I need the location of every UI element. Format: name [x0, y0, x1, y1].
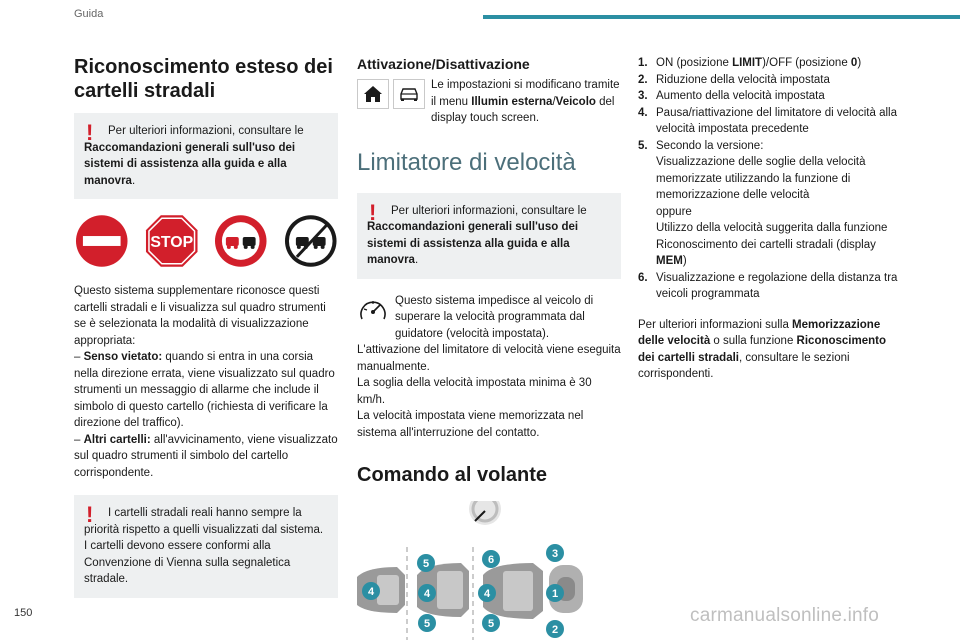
svg-text:2: 2: [551, 624, 559, 636]
list-item: [638, 138, 902, 270]
warning-box-limiter: [357, 193, 621, 279]
svg-text:5: 5: [423, 618, 431, 630]
list-item-text: Aumento della velocità impostata: [656, 90, 825, 102]
warning-text-limiter: Per ulteriori informazioni, consultare le Raccomandazioni generali sull'uso dei sistemi di assistenza alla guida e alla manovra.: [367, 204, 587, 266]
list-item: [638, 105, 902, 138]
steering-control-illustration: [357, 501, 621, 640]
column-left: [74, 55, 338, 612]
svg-text:4: 4: [367, 586, 375, 598]
callout-5: [418, 614, 436, 632]
column-middle: [357, 55, 621, 640]
list-item-other-signs: – Altri cartelli: all'avvicinamento, viene visualizzato sul quadro strumenti il simbolo del cartello corrispondente.: [74, 433, 338, 479]
home-icon: [357, 79, 389, 109]
svg-text:3: 3: [551, 548, 559, 560]
column-right: [638, 55, 902, 383]
callout-5: [417, 554, 435, 572]
callout-4: [418, 584, 436, 602]
svg-text:5: 5: [422, 558, 430, 570]
svg-text:6: 6: [487, 554, 495, 566]
callout-1: [546, 584, 564, 602]
watermark: carmanualsonline.info: [690, 605, 880, 626]
no-entry-sign-icon: [74, 213, 130, 269]
list-item: [638, 72, 902, 89]
activation-block: [357, 77, 621, 127]
svg-text:4: 4: [423, 588, 431, 600]
end-no-overtaking-sign-icon: [283, 213, 339, 269]
list-item-text: ON (posizione LIMIT)/OFF (posizione 0): [656, 57, 862, 69]
warning-text-priority: I cartelli stradali reali hanno sempre la priorità rispetto a quelli visualizzati dal sistema.: [84, 507, 324, 536]
list-item-text: Secondo la versione: Visualizzazione delle soglie della velocità memorizzate utilizzando la funzione di memorizzazione delle velocità oppure Utilizzo della velocità suggerita dalla funzione Riconoscimento dei cartelli stradali (display MEM): [656, 139, 888, 267]
callout-3: [546, 544, 564, 562]
stop-sign-text: STOP: [149, 233, 193, 251]
page-number: 150: [14, 607, 33, 619]
list-item: [638, 88, 902, 105]
header-accent-bar: [483, 15, 960, 19]
callout-4: [478, 584, 496, 602]
warning-exclamation-icon: !: [86, 120, 94, 145]
more-info-paragraph: Per ulteriori informazioni sulla Memorizzazione delle velocità o sulla funzione Riconoscimento dei cartelli stradali, consultare le sezioni corrispondenti.: [638, 318, 887, 380]
limiter-paragraph-4: La velocità impostata viene memorizzata nel sistema all'interruzione del contatto.: [357, 410, 584, 439]
limiter-description: [357, 293, 621, 442]
limiter-paragraph-2: L'attivazione del limitatore di velocità viene eseguita manualmente.: [357, 344, 621, 373]
warning-exclamation-icon: !: [86, 502, 94, 527]
list-item-text: Riduzione della velocità impostata: [656, 73, 830, 86]
menu-icons: [357, 79, 425, 109]
list-item: [638, 270, 902, 303]
warning-text: Per ulteriori informazioni, consultare le Raccomandazioni generali sull'uso dei sistemi di assistenza alla guida e alla manovra.: [84, 125, 304, 187]
list-item-number: 6.: [638, 271, 648, 284]
activation-subtitle: Attivazione/Disattivazione: [357, 56, 530, 72]
list-item-wrong-way: – Senso vietato: quando si entra in una corsia nella direzione errata, viene visualizzato sul quadro strumenti un messaggio di allarme che include il simbolo di questo cartello (richiesta di verificare la direzione del traffico).: [74, 351, 335, 429]
limiter-paragraph-3: La soglia della velocità impostata minima è 30 km/h.: [357, 377, 592, 406]
callout-4: [362, 582, 380, 600]
steering-wheel-icon: [469, 501, 501, 525]
road-signs-row: [74, 213, 338, 269]
list-item-number: 2.: [638, 73, 648, 86]
section-title-sign-recognition: Riconoscimento esteso dei cartelli stradali: [74, 56, 333, 102]
list-item-text: Visualizzazione e regolazione della distanza tra veicoli programmata: [656, 271, 898, 300]
no-overtaking-sign-icon: [213, 213, 269, 269]
steering-controls-list: [638, 55, 902, 303]
callout-2: [546, 620, 564, 638]
list-item: [638, 55, 902, 72]
sign-recognition-intro: Questo sistema supplementare riconosce questi cartelli stradali e li visualizza sul quadro strumenti se è selezionata la modalità di visualizzazione appropriata:: [74, 285, 326, 347]
callout-6: [482, 550, 500, 568]
warning-exclamation-icon: !: [369, 199, 377, 225]
svg-text:4: 4: [483, 588, 491, 600]
warning-box-priority: [74, 495, 338, 598]
list-item-text: Pausa/riattivazione del limitatore di velocità alla velocità impostata precedente: [656, 106, 897, 135]
control-stalk-3: [483, 563, 583, 619]
activation-text: Le impostazioni si modificano tramite il menu Illumin esterna/Veicolo del display touch screen.: [431, 79, 620, 124]
stop-sign-icon: [144, 213, 200, 269]
section-title-speed-limiter: Limitatore di velocità: [357, 148, 576, 176]
list-item-number: 4.: [638, 106, 648, 119]
list-item-number: 3.: [638, 90, 648, 102]
callout-5: [482, 614, 500, 632]
svg-text:5: 5: [487, 618, 495, 630]
warning-text-vienna: I cartelli devono essere conformi alla Convenzione di Vienna sulla segnaletica stradale.: [84, 540, 291, 585]
svg-text:1: 1: [551, 588, 559, 600]
list-item-number: 5.: [638, 139, 648, 152]
speed-limiter-gauge-icon: [357, 295, 389, 325]
chapter-label: Guida: [74, 8, 104, 20]
limiter-paragraph-1: Questo sistema impedisce al veicolo di superare la velocità programmata dal guidatore (velocità impostata).: [395, 294, 594, 340]
warning-box: [74, 113, 338, 199]
list-item-number: 1.: [638, 57, 648, 69]
section-title-steering-control: Comando al volante: [357, 464, 548, 486]
car-icon: [393, 79, 425, 109]
